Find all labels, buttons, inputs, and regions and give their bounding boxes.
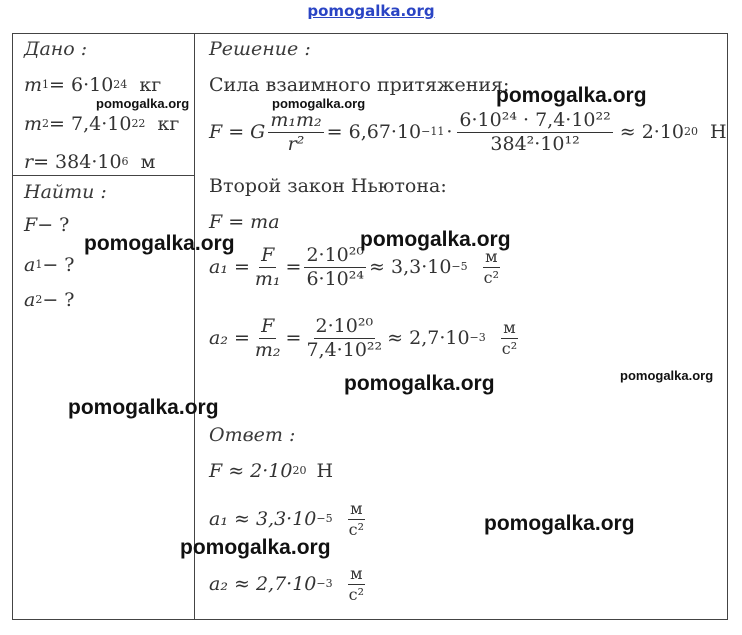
site-link[interactable]: pomogalka.org <box>307 2 435 20</box>
given-find-divider <box>12 175 195 176</box>
newton-title: Второй закон Ньютона: <box>209 175 447 197</box>
answer-f: F ≈ 2·10 20 Н <box>209 460 334 482</box>
gravity-formula: F = G $\frac{\text{m₁m₂}}{\text{r²}}$ = 6,67·10 −11 · $\frac{\text{6·10²⁴ · 7,4·10²²}}{\text{384²·10¹²}}$ ≈ 2·10 20 Н <box>209 109 727 155</box>
solution-header: Решение : <box>209 38 311 60</box>
gravity-title: Сила взаимного притяжения: <box>209 74 510 96</box>
given-m1: m 1 = 6·10 24 кг <box>24 74 162 96</box>
find-item-f: F − ? <box>24 214 70 236</box>
a2-formula: a₂ = $\frac{F}{\text{m₂}}$ = $\frac{\text{2·10²⁰}}{\text{7,4·10²²}}$ ≈ 2,7·10 −3 $\frac{м}{\text{с²}}$ <box>209 315 518 361</box>
watermark: pomogalka.org <box>68 396 219 419</box>
watermark: pomogalka.org <box>84 232 235 255</box>
watermark: pomogalka.org <box>360 228 511 251</box>
watermark: pomogalka.org <box>180 536 331 559</box>
given-r: r = 384·10 6 м <box>24 151 156 173</box>
column-divider <box>194 33 195 620</box>
answer-a1: a₁ ≈ 3,3·10 −5 $\frac{м}{\text{с²}}$ <box>209 499 364 539</box>
answer-header: Ответ : <box>209 424 296 446</box>
watermark: pomogalka.org <box>496 84 647 107</box>
watermark: pomogalka.org <box>484 512 635 535</box>
find-header: Найти : <box>24 181 107 203</box>
given-m2: m 2 = 7,4·10 22 кг <box>24 113 180 135</box>
given-header: Дано : <box>24 38 88 60</box>
gravity-fraction: $\frac{\text{m₁m₂}}{\text{r²}}$ <box>270 109 322 155</box>
find-item-a1: a 1 − ? <box>24 254 75 276</box>
a1-formula: a₁ = $\frac{F}{\text{m₁}}$ = $\frac{\text{2·10²⁰}}{\text{6·10²⁴}}$ ≈ 3,3·10 −5 $\frac{м}{\text{с²}}$ <box>209 244 500 290</box>
watermark: pomogalka.org <box>96 96 190 111</box>
newton-equation: F = ma <box>209 211 280 233</box>
gravity-value-fraction: $\frac{\text{6·10²⁴ · 7,4·10²²}}{\text{384²·10¹²}}$ <box>459 109 611 155</box>
find-item-a2: a 2 − ? <box>24 289 75 311</box>
watermark: pomogalka.org <box>272 96 366 111</box>
watermark: pomogalka.org <box>344 372 495 395</box>
watermark: pomogalka.org <box>620 368 714 383</box>
answer-a2: a₂ ≈ 2,7·10 −3 $\frac{м}{\text{с²}}$ <box>209 564 364 604</box>
